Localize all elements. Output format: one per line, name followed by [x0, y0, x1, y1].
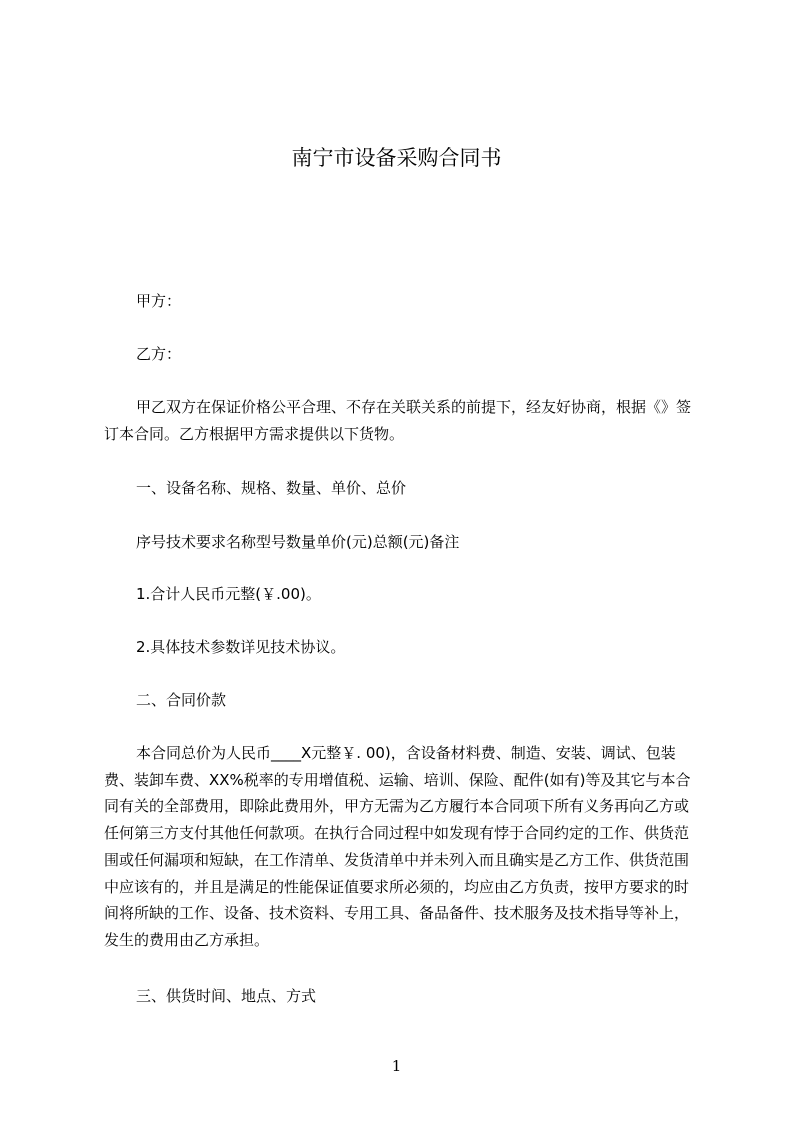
- item-2-tech-params: 2.具体技术参数详见技术协议。: [136, 638, 346, 656]
- section-2-body: [104, 740, 700, 958]
- page-number: 1: [391, 1057, 402, 1075]
- document-title: 南宁市设备采购合同书: [291, 146, 502, 170]
- party-b-label: 乙方：: [136, 345, 182, 363]
- section-2-body-text: 本合同总价为人民币____X元整￥. 00)，含设备材料费、制造、安装、调试、包装费、装卸车费、XX%税率的专用增值税、运输、培训、保险、配件(如有)等及其它与本合同有关的全部费用，即除此费用外，甲方无需为乙方履行本合同项下所有义务再向乙方或任何第三方支付其他任何款项。在执行合同过程中如发现有悖于合同约定的工作、供货范围或任何漏项和短缺，在工作清单、发货清单中并未列入而且确实是乙方工作、供货范围中应该有的，并且是满足的性能保证值要求所必须的，均应由乙方负责，按甲方要求的时间将所缺的工作、设备、技术资料、专用工具、备品备件、技术服务及技术指导等补上，发生的费用由乙方承担。: [104, 744, 691, 949]
- intro-text: 甲乙双方在保证价格公平合理、不存在关联关系的前提下，经友好协商，根据《》签订本合同。乙方根据甲方需求提供以下货物。: [104, 398, 692, 443]
- section-3-heading: 三、供货时间、地点、方式: [136, 987, 317, 1005]
- section-2-heading: 二、合同价款: [136, 691, 227, 709]
- party-a-label: 甲方：: [136, 292, 182, 310]
- item-1-total: 1.合计人民币元整(￥.00)。: [136, 585, 321, 603]
- section-1-heading: 一、设备名称、规格、数量、单价、总价: [136, 479, 407, 497]
- intro-paragraph: [104, 394, 700, 448]
- table-header-text: 序号技术要求名称型号数量单价(元)总额(元)备注: [136, 533, 460, 551]
